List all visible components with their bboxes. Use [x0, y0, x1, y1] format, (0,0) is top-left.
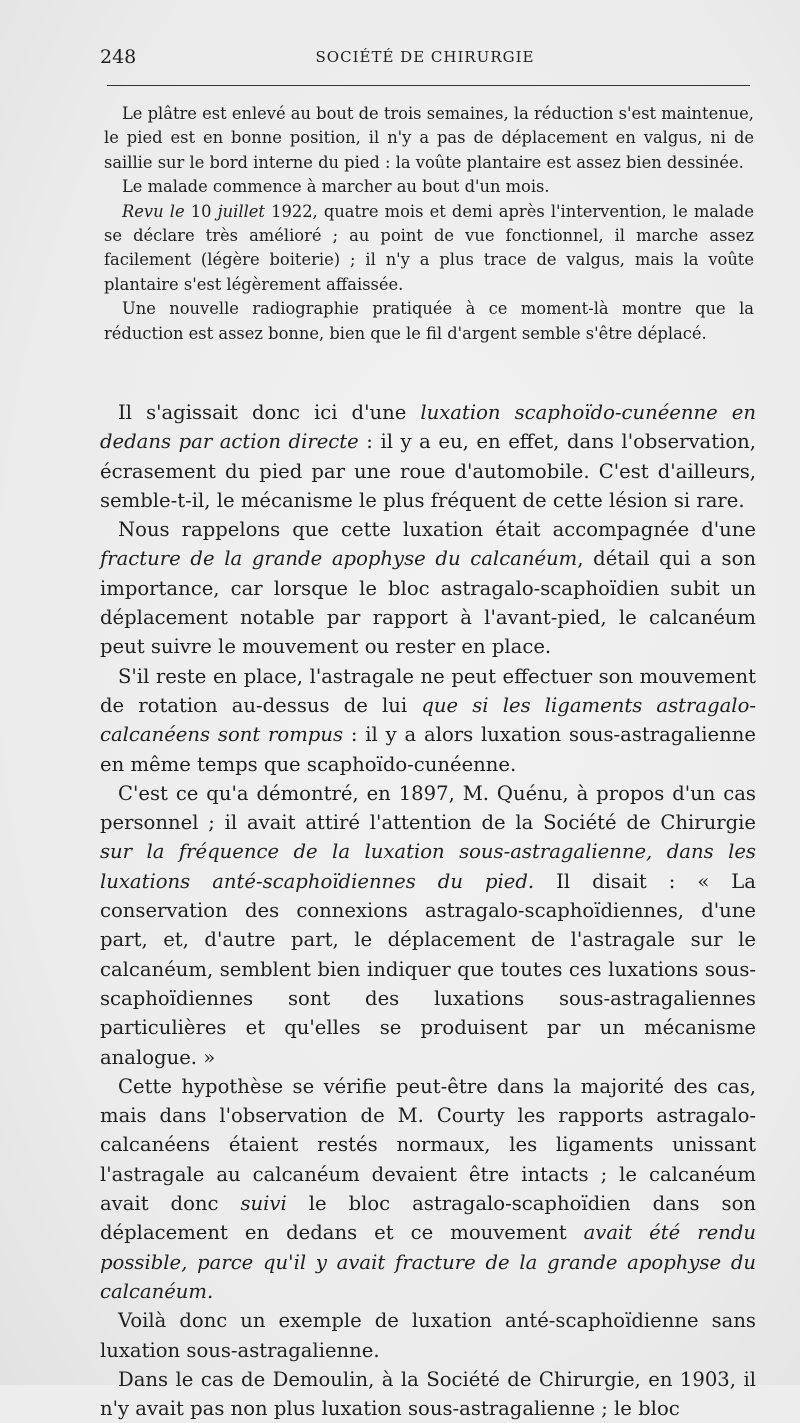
text-run: Nous rappelons que cette luxation était accompagnée d'une	[118, 518, 756, 542]
italic-text: que si les ligaments astragalo-calcanéens sont rompus	[100, 693, 756, 747]
italic-text: luxation scaphoïdo-cunéenne en dedans par action directe	[100, 401, 756, 454]
paragraph	[100, 662, 756, 779]
text-run: Le plâtre est enlevé au bout de trois semaines, la réduction s'est maintenue, le pied est en bonne position, il n'y a pas de déplacement en valgus, ni de saillie sur le bord interne du pied : la voûte plantaire est assez bien dessinée.	[104, 104, 754, 172]
text-run: Une nouvelle radiographie pratiquée à ce moment-là montre que la réduction est assez bonne, bien que le fil d'argent semble s'être déplacé.	[104, 299, 754, 343]
text-run: Cette hypothèse se vérifie peut-être dans la majorité des cas, mais dans l'observation de M. Courty les rapports astragalo-calcanéens étaient restés normaux, les ligaments unissant l'astragale au calcanéum devaient être intacts ; le calcanéum avait donc	[100, 1074, 756, 1216]
text-run: , détail qui a son importance, car lorsque le bloc astragalo-scaphoïdien subit un déplacement notable par rapport à l'avant-pied, le calcanéum peut suivre le mouvement ou rester en place.	[100, 547, 756, 659]
header-rule	[107, 85, 750, 86]
text-run: C'est ce qu'a démontré, en 1897, M. Quénu, à propos d'un cas personnel ; il avait attiré l'attention de la Société de Chirurgie	[100, 781, 756, 835]
italic-text: Revu le	[122, 201, 185, 221]
text-run: 1922, quatre mois et demi après l'intervention, le malade se déclare très amélioré ; au point de vue fonctionnel, il marche assez facilement (légère boiterie) ; il n'y a plus trace de valgus, mais la voûte plantaire s'est légèrement affaissée.	[104, 201, 754, 294]
text-run: Voilà donc un exemple de luxation anté-scaphoïdienne sans luxation sous-astragalienne.	[100, 1309, 756, 1362]
text-run: Il s'agissait donc ici d'une	[118, 401, 421, 424]
text-run: le bloc astragalo-scaphoïdien dans son déplacement en dedans et ce mouvement	[100, 1192, 756, 1245]
italic-text: juillet	[217, 201, 265, 221]
page-number: 248	[100, 46, 137, 68]
text-run: : il y a eu, en effet, dans l'observation, écrasement du pied par une roue d'automobile. C'est d'ailleurs, semble-t-il, le mécanisme le plus fréquent de cette lésion si rare.	[100, 430, 756, 512]
italic-text: fracture de la grande apophyse du calcanéum	[100, 547, 578, 571]
text-run: 10	[184, 201, 218, 221]
paragraph	[100, 779, 756, 1072]
text-run: Le malade commence à marcher au bout d'un mois.	[122, 177, 550, 197]
paragraph	[104, 200, 754, 298]
paragraph	[104, 297, 754, 346]
italic-text: sur la fréquence de la luxation sous-astragalienne, dans les luxations anté-scaphoïdiennes du pied.	[100, 840, 756, 893]
paragraph	[100, 1306, 756, 1365]
paragraph	[104, 175, 754, 199]
observation-text-block	[104, 102, 754, 346]
italic-text: avait été rendu possible, parce qu'il y avait fracture de la grande apophyse du calcanéum.	[100, 1221, 756, 1303]
journal-title: SOCIÉTÉ DE CHIRURGIE	[315, 48, 535, 66]
paragraph	[100, 515, 756, 661]
paragraph	[100, 398, 756, 515]
text-run: S'il reste en place, l'astragale ne peut effectuer son mouvement de rotation au-dessus de lui	[100, 664, 756, 717]
italic-text: suivi	[240, 1192, 287, 1216]
text-run: Il disait : « La conservation des connexions astragalo-scaphoïdiennes, d'une part, et, d'autre part, le déplacement de l'astragale sur le calcanéum, semblent bien indiquer que toutes ces luxations sous-scaphoïdiennes sont des luxations sous-astragaliennes particulières et qu'elles se produisent par un mécanisme analogue. »	[100, 869, 756, 1069]
text-run: : il y a alors luxation sous-astragalienne en même temps que scaphoïdo-cunéenne.	[100, 723, 756, 776]
text-run: Dans le cas de Demoulin, à la Société de Chirurgie, en 1903, il n'y avait pas non plus luxation sous-astragalienne ; le bloc	[100, 1367, 756, 1421]
paragraph	[100, 1072, 756, 1306]
running-head	[100, 46, 750, 70]
discussion-text-block	[100, 398, 756, 1423]
paragraph	[104, 102, 754, 175]
paragraph	[100, 1365, 756, 1423]
